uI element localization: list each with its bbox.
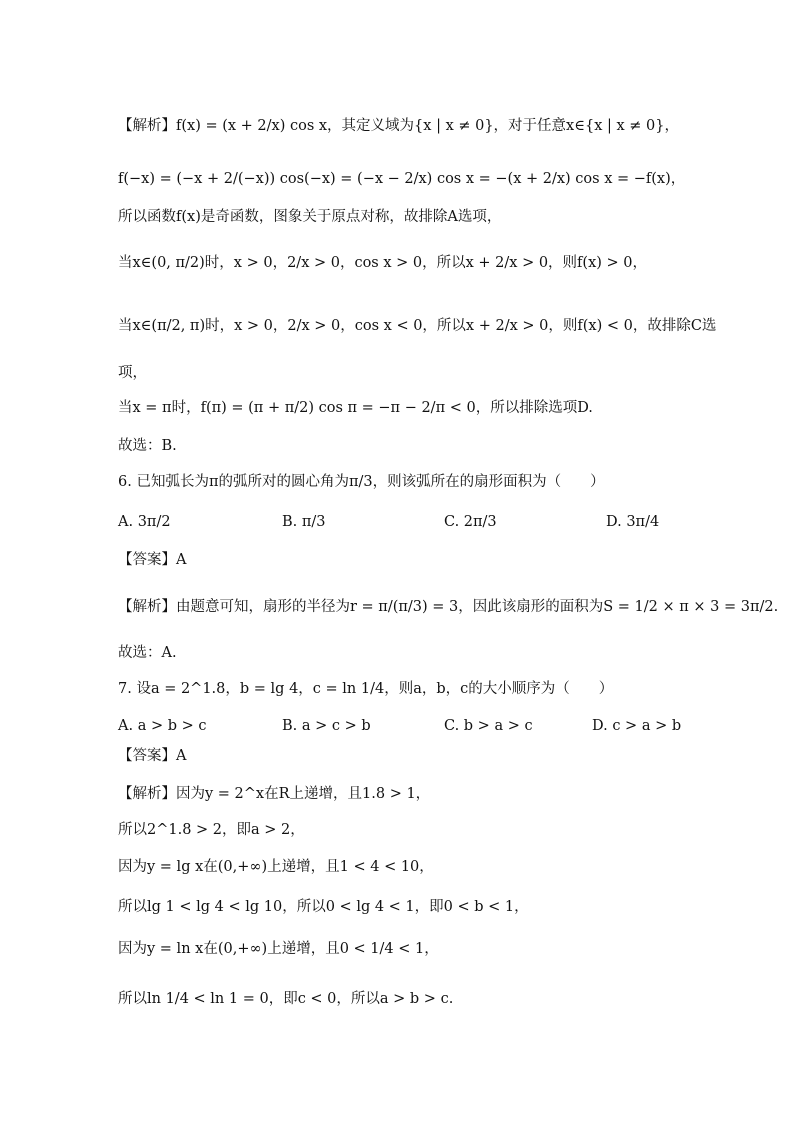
q7-solution-3: 因为y = lg x在(0,+∞)上递增，且1 < 4 < 10， bbox=[118, 859, 434, 875]
solution-line-3: 所以函数f(x)是奇函数，图象关于原点对称，故排除A选项， bbox=[118, 209, 502, 225]
solution-line-5: 当x∈(π/2, π)时，x > 0，2/x > 0，cos x < 0，所以x + 2/x > 0，则f(x) < 0，故排除C选 bbox=[118, 318, 717, 334]
q7-option-b: B. a > c > b bbox=[282, 718, 371, 734]
q7-solution-2: 所以2^1.8 > 2，即a > 2， bbox=[118, 822, 305, 838]
question-6-stem: 6. 已知弧长为π的弧所对的圆心角为π/3，则该弧所在的扇形面积为（ ） bbox=[118, 474, 605, 490]
q7-solution-5: 因为y = ln x在(0,+∞)上递增，且0 < 1/4 < 1， bbox=[118, 941, 439, 957]
q6-option-a: A. 3π/2 bbox=[118, 514, 171, 530]
question-7-stem: 7. 设a = 2^1.8，b = lg 4，c = ln 1/4，则a，b，c的大小顺序为（ ） bbox=[118, 681, 614, 697]
q6-option-d: D. 3π/4 bbox=[606, 514, 660, 530]
answer-choice-line: 故选：B. bbox=[118, 438, 177, 454]
q6-solution: 【解析】由题意可知，扇形的半径为r = π/(π/3) = 3，因此该扇形的面积为S = 1/2 × π × 3 = 3π/2. bbox=[118, 599, 779, 615]
solution-line-2: f(−x) = (−x + 2/(−x)) cos(−x) = (−x − 2/x) cos x = −(x + 2/x) cos x = −f(x)， bbox=[118, 171, 686, 187]
q7-answer: 【答案】A bbox=[118, 748, 187, 764]
solution-line-1: 【解析】f(x) = (x + 2/x) cos x，其定义域为{x | x ≠ 0}，对于任意x∈{x | x ≠ 0}， bbox=[118, 118, 679, 134]
solution-line-4: 当x∈(0, π/2)时，x > 0，2/x > 0，cos x > 0，所以x + 2/x > 0，则f(x) > 0， bbox=[118, 255, 648, 271]
q6-answer-choice: 故选：A. bbox=[118, 645, 177, 661]
q7-option-c: C. b > a > c bbox=[444, 718, 533, 734]
q6-option-c: C. 2π/3 bbox=[444, 514, 497, 530]
solution-line-7: 当x = π时，f(π) = (π + π/2) cos π = −π − 2/π < 0，所以排除选项D. bbox=[118, 400, 593, 416]
q7-solution-1: 【解析】因为y = 2^x在R上递增，且1.8 > 1， bbox=[118, 786, 431, 802]
q7-solution-4: 所以lg 1 < lg 4 < lg 10，所以0 < lg 4 < 1，即0 < b < 1， bbox=[118, 899, 529, 915]
q7-option-d: D. c > a > b bbox=[592, 718, 682, 734]
solution-line-6: 项， bbox=[118, 365, 147, 381]
q7-solution-6: 所以ln 1/4 < ln 1 = 0，即c < 0，所以a > b > c. bbox=[118, 991, 454, 1007]
q7-option-a: A. a > b > c bbox=[118, 718, 207, 734]
q6-answer: 【答案】A bbox=[118, 552, 187, 568]
q6-option-b: B. π/3 bbox=[282, 514, 326, 530]
